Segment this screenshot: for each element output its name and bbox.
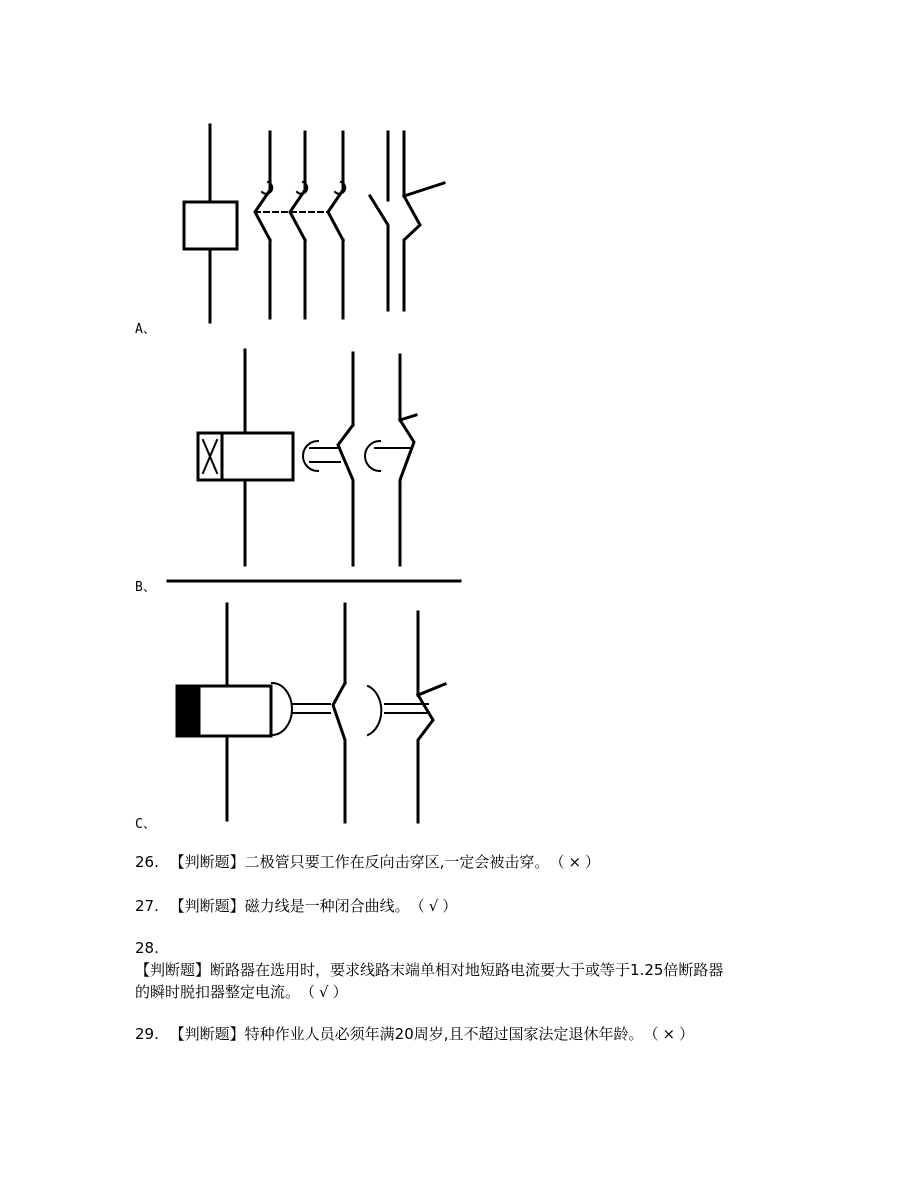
question-28-number (135, 937, 159, 959)
question-number: 28. (135, 939, 159, 957)
option-b-symbol (198, 350, 416, 565)
question-27 (135, 895, 457, 917)
question-type: 【判断题】 (169, 1025, 245, 1043)
answer-open-bracket: （ (300, 983, 316, 1001)
option-b-label: B、 (135, 580, 156, 595)
answer-open-bracket: （ (549, 853, 565, 871)
option-a-symbol (184, 125, 444, 322)
answer-mark: √ (319, 983, 329, 1001)
question-number: 27. (135, 897, 159, 915)
question-type: 【判断题】 (135, 961, 211, 979)
question-text: 磁力线是一种闭合曲线。 (244, 897, 410, 915)
answer-close-bracket: ） (442, 897, 458, 915)
option-c-label: C、 (135, 817, 156, 832)
answer-open-bracket: （ (409, 897, 425, 915)
answer-close-bracket: ） (585, 853, 601, 871)
option-a-label: A、 (135, 322, 156, 337)
question-28 (135, 959, 723, 981)
question-text-line2: 的瞬时脱扣器整定电流。 (135, 983, 301, 1001)
question-text: 特种作业人员必须年满20周岁,且不超过国家法定退休年龄。 (244, 1025, 644, 1043)
question-text: 二极管只要工作在反向击穿区,一定会被击穿。 (244, 853, 550, 871)
answer-mark: × (568, 853, 582, 871)
question-29 (135, 1023, 694, 1045)
answer-mark: √ (428, 897, 439, 915)
question-26 (135, 851, 600, 873)
answer-mark: × (662, 1025, 676, 1043)
question-type: 【判断题】 (169, 897, 245, 915)
question-number: 29. (135, 1025, 159, 1043)
question-type: 【判断题】 (169, 853, 245, 871)
question-28-cont (135, 981, 348, 1003)
answer-open-bracket: （ (643, 1025, 659, 1043)
answer-close-bracket: ） (332, 983, 348, 1001)
option-c-symbol (177, 604, 445, 822)
answer-close-bracket: ） (679, 1025, 695, 1043)
question-number: 26. (135, 853, 159, 871)
question-text-line1: 断路器在选用时，要求线路末端单相对地短路电流要大于或等于1.25倍断路器 (210, 961, 724, 979)
